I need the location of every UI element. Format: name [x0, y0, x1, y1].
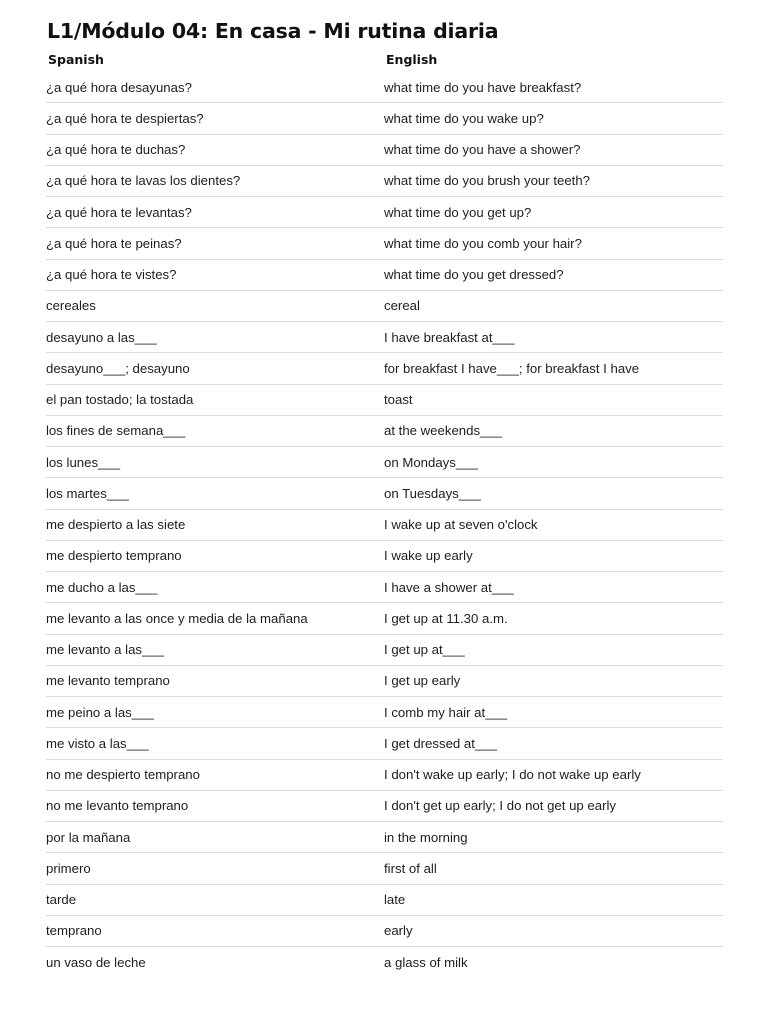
spanish-term: me despierto temprano [46, 548, 182, 564]
spanish-term: me visto a las___ [46, 735, 149, 751]
english-term: I don't wake up early; I do not wake up early [384, 767, 641, 783]
english-term: toast [384, 392, 413, 408]
english-term: a glass of milk [384, 954, 468, 970]
spanish-term: me levanto a las___ [46, 642, 165, 658]
english-term: I have breakfast at___ [384, 329, 515, 345]
english-term: I wake up early [384, 548, 473, 564]
english-term: I comb my hair at___ [384, 704, 508, 720]
table-row [46, 510, 723, 541]
english-term: early [384, 923, 413, 939]
spanish-term: los fines de semana___ [46, 423, 186, 439]
table-row [46, 135, 723, 166]
english-term: in the morning [384, 829, 468, 845]
spanish-term: temprano [46, 923, 102, 939]
spanish-term: ¿a qué hora te duchas? [46, 142, 186, 158]
spanish-term: por la mañana [46, 829, 131, 845]
spanish-term: un vaso de leche [46, 954, 146, 970]
table-row [46, 853, 723, 884]
english-term: on Mondays___ [384, 454, 478, 470]
spanish-term: ¿a qué hora te peinas? [46, 235, 182, 251]
table-row [46, 885, 723, 916]
english-term: cereal [384, 298, 420, 314]
table-row [46, 166, 723, 197]
english-term: what time do you have breakfast? [384, 79, 582, 95]
spanish-term: me levanto temprano [46, 673, 170, 689]
spanish-term: desayuno___; desayuno [46, 360, 190, 376]
spanish-term: ¿a qué hora te vistes? [46, 267, 177, 283]
english-term: I don't get up early; I do not get up early [384, 798, 616, 814]
column-header-english: English [386, 51, 438, 67]
english-term: for breakfast I have___; for breakfast I have [384, 360, 640, 376]
spanish-term: no me despierto temprano [46, 767, 200, 783]
vocabulary-page [46, 16, 723, 977]
spanish-term: me peino a las___ [46, 704, 154, 720]
table-row [46, 197, 723, 228]
table-row [46, 791, 723, 822]
english-term: what time do you wake up? [384, 110, 544, 126]
english-term: I get up early [384, 673, 461, 689]
english-term: at the weekends___ [384, 423, 503, 439]
spanish-term: me levanto a las once y media de la mañana [46, 610, 308, 626]
spanish-term: los martes___ [46, 485, 129, 501]
spanish-term: el pan tostado; la tostada [46, 392, 194, 408]
table-row [46, 760, 723, 791]
english-term: I get up at___ [384, 642, 465, 658]
table-row [46, 822, 723, 853]
spanish-term: ¿a qué hora te levantas? [46, 204, 192, 220]
column-header-spanish: Spanish [48, 51, 104, 67]
english-term: I get up at 11.30 a.m. [384, 610, 508, 626]
spanish-term: cereales [46, 298, 96, 314]
english-term: what time do you get up? [384, 204, 532, 220]
spanish-term: tarde [46, 892, 77, 908]
spanish-term: ¿a qué hora desayunas? [46, 79, 192, 95]
english-term: what time do you get dressed? [384, 267, 564, 283]
table-row [46, 666, 723, 697]
spanish-term: ¿a qué hora te despiertas? [46, 110, 204, 126]
table-header [46, 46, 723, 72]
table-row [46, 385, 723, 416]
table-row [46, 572, 723, 603]
table-row [46, 541, 723, 572]
table-row [46, 635, 723, 666]
english-term: what time do you have a shower? [384, 142, 581, 158]
table-row [46, 322, 723, 353]
vocabulary-list [46, 72, 723, 977]
table-row [46, 353, 723, 384]
spanish-term: ¿a qué hora te lavas los dientes? [46, 173, 241, 189]
page-title: L1/Módulo 04: En casa - Mi rutina diaria [47, 19, 499, 43]
english-term: on Tuesdays___ [384, 485, 481, 501]
table-row [46, 291, 723, 322]
table-row [46, 72, 723, 103]
english-term: I get dressed at___ [384, 735, 497, 751]
spanish-term: me despierto a las siete [46, 517, 186, 533]
english-term: I wake up at seven o'clock [384, 517, 538, 533]
spanish-term: los lunes___ [46, 454, 121, 470]
table-row [46, 260, 723, 291]
table-row [46, 697, 723, 728]
spanish-term: primero [46, 860, 91, 876]
spanish-term: me ducho a las___ [46, 579, 158, 595]
english-term: first of all [384, 860, 437, 876]
table-row [46, 728, 723, 759]
table-row [46, 416, 723, 447]
table-row [46, 103, 723, 134]
table-row [46, 447, 723, 478]
english-term: what time do you comb your hair? [384, 235, 582, 251]
table-row [46, 947, 723, 977]
table-row [46, 228, 723, 259]
table-row [46, 603, 723, 634]
table-row [46, 916, 723, 947]
table-row [46, 478, 723, 509]
english-term: what time do you brush your teeth? [384, 173, 590, 189]
english-term: late [384, 892, 406, 908]
spanish-term: desayuno a las___ [46, 329, 157, 345]
english-term: I have a shower at___ [384, 579, 514, 595]
spanish-term: no me levanto temprano [46, 798, 189, 814]
